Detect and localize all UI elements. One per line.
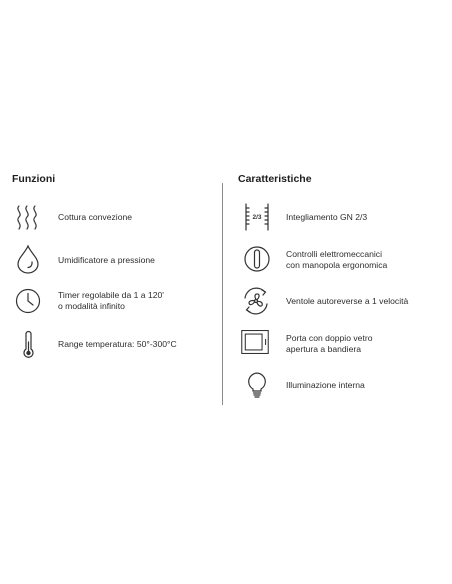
steam-waves-icon [12,203,42,233]
gastronorm-tray-icon [242,202,272,232]
feature-label: Controlli elettromeccanici con manopola ergonomica [286,249,388,270]
gn-size-text: 2/3 [252,214,262,221]
caratteristiche-heading: Caratteristiche [238,173,312,185]
clock-icon [13,286,43,316]
feature-label: Integliamento GN 2/3 [286,212,368,222]
feature-label: Cottura convezione [58,212,133,222]
feature-label: Timer regolabile da 1 a 120' o modalità infinito [58,290,164,311]
thermometer-icon [13,330,43,360]
feature-label: Illuminazione interna [286,380,365,390]
control-knob-icon [242,244,272,274]
feature-label: Porta con doppio vetro apertura a bandiera [286,333,373,354]
oven-door-icon [240,327,270,357]
column-divider [222,183,223,405]
feature-label: Umidificatore a pressione [58,255,155,265]
feature-label: Ventole autoreverse a 1 velocità [286,296,409,306]
light-bulb-icon [242,370,272,400]
reversible-fan-icon [241,286,271,316]
feature-label: Range temperatura: 50°-300°C [58,339,177,349]
water-drop-icon [13,244,43,274]
funzioni-heading: Funzioni [12,173,56,185]
